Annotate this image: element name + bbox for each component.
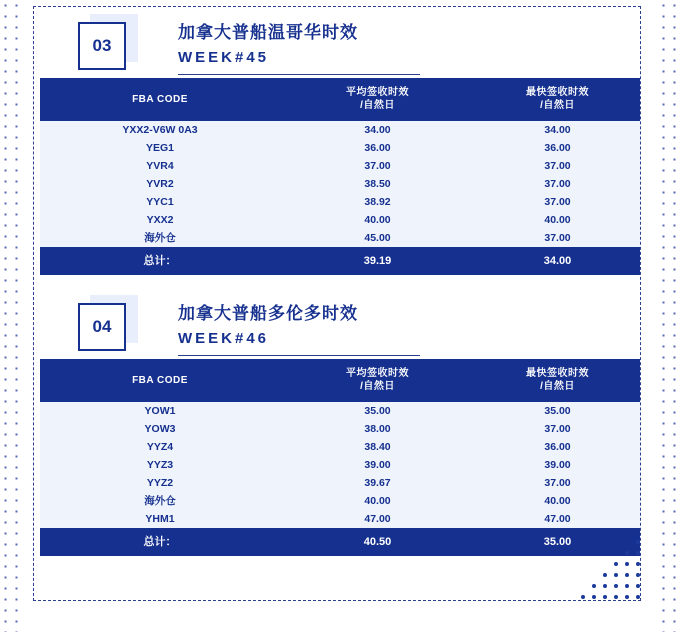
right-dot-pattern [658,0,680,632]
cell-code: YYZ3 [40,456,280,474]
cell-avg: 38.00 [280,420,475,438]
total-label: 总计： [40,247,280,275]
section-03-table [40,78,640,275]
column-header-avg-label: 平均签收时效 [346,368,409,379]
cell-fastest: 47.00 [475,510,640,528]
column-header-avg-label: 平均签收时效 [346,87,409,98]
column-header-fastest [475,78,640,121]
section-04-table [40,359,640,556]
section-04-title-rule [178,355,420,356]
cell-avg: 39.67 [280,474,475,492]
table-row [40,139,640,157]
total-avg: 40.50 [280,528,475,556]
table-header-row [40,78,640,121]
cell-fastest: 36.00 [475,139,640,157]
total-fastest: 34.00 [475,247,640,275]
cell-code: YOW1 [40,402,280,420]
cell-fastest: 34.00 [475,121,640,139]
cell-avg: 34.00 [280,121,475,139]
column-header-fba-code [40,78,280,121]
cell-code: YXX2 [40,211,280,229]
section-03-table-head [40,78,640,121]
cell-code: YVR4 [40,157,280,175]
cell-fastest: 36.00 [475,438,640,456]
cell-code: YYC1 [40,193,280,211]
section-03 [40,14,640,275]
table-row [40,456,640,474]
cell-avg: 40.00 [280,492,475,510]
cell-code: YXX2-V6W 0A3 [40,121,280,139]
table-row [40,175,640,193]
corner-dot-triangle [570,540,640,600]
column-header-avg [280,359,475,402]
cell-avg: 40.00 [280,211,475,229]
cell-fastest: 39.00 [475,456,640,474]
section-04-number: 04 [78,303,126,351]
cell-fastest: 37.00 [475,474,640,492]
cell-code: YYZ4 [40,438,280,456]
column-header-avg-sub: /自然日 [360,100,395,111]
cell-avg: 37.00 [280,157,475,175]
cell-avg: 45.00 [280,229,475,247]
cell-code: 海外仓 [40,229,280,247]
cell-code: YYZ2 [40,474,280,492]
table-row [40,211,640,229]
column-header-fba-code-label: FBA CODE [132,374,188,386]
section-03-header [40,14,640,78]
section-04-titles [178,303,478,356]
cell-avg: 47.00 [280,510,475,528]
table-row [40,121,640,139]
table-row [40,474,640,492]
column-header-fastest [475,359,640,402]
column-header-fba-code-label: FBA CODE [132,93,188,105]
column-header-avg-sub: /自然日 [360,381,395,392]
column-header-fastest-label: 最快签收时效 [526,368,589,379]
column-header-fastest-sub: /自然日 [540,100,575,111]
cell-avg: 38.40 [280,438,475,456]
cell-code: YHM1 [40,510,280,528]
column-header-avg [280,78,475,121]
cell-code: YVR2 [40,175,280,193]
section-04-header [40,295,640,359]
table-row [40,492,640,510]
column-header-fastest-sub: /自然日 [540,381,575,392]
table-row [40,420,640,438]
cell-avg: 39.00 [280,456,475,474]
section-03-number: 03 [78,22,126,70]
section-03-table-body [40,121,640,275]
section-03-titles [178,22,478,75]
cell-code: YEG1 [40,139,280,157]
table-row [40,157,640,175]
cell-code: 海外仓 [40,492,280,510]
cell-avg: 36.00 [280,139,475,157]
cell-fastest: 40.00 [475,492,640,510]
cell-fastest: 37.00 [475,157,640,175]
column-header-fba-code [40,359,280,402]
table-row [40,510,640,528]
total-fastest: 35.00 [475,528,640,556]
cell-fastest: 35.00 [475,402,640,420]
section-03-title: 加拿大普船温哥华时效 [178,23,358,42]
column-header-fastest-label: 最快签收时效 [526,87,589,98]
table-row [40,229,640,247]
cell-fastest: 37.00 [475,193,640,211]
cell-avg: 38.50 [280,175,475,193]
section-04-title: 加拿大普船多伦多时效 [178,304,358,323]
table-header-row [40,359,640,402]
table-row [40,193,640,211]
cell-fastest: 37.00 [475,229,640,247]
section-04 [40,295,640,556]
total-label: 总计： [40,528,280,556]
left-dot-pattern [0,0,22,632]
cell-avg: 35.00 [280,402,475,420]
table-total-row [40,528,640,556]
section-04-table-head [40,359,640,402]
table-total-row [40,247,640,275]
total-avg: 39.19 [280,247,475,275]
section-03-week: WEEK#45 [178,49,270,66]
table-row [40,402,640,420]
cell-code: YOW3 [40,420,280,438]
cell-fastest: 37.00 [475,420,640,438]
section-04-week: WEEK#46 [178,330,270,347]
table-row [40,438,640,456]
cell-fastest: 40.00 [475,211,640,229]
cell-avg: 38.92 [280,193,475,211]
section-03-title-rule [178,74,420,75]
section-04-table-body [40,402,640,556]
cell-fastest: 37.00 [475,175,640,193]
